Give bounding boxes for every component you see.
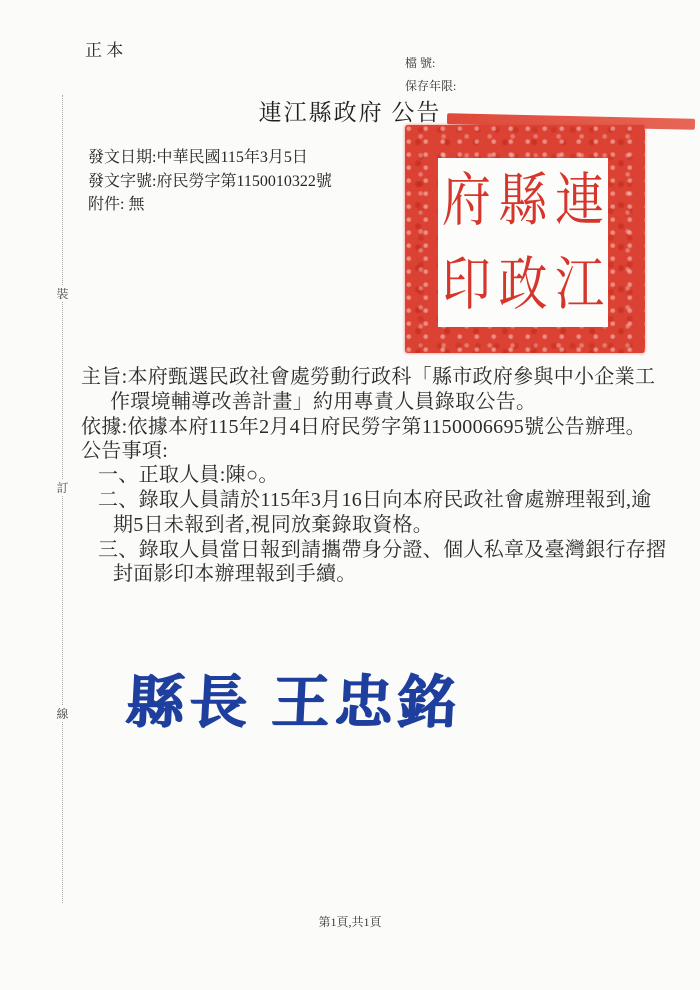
subject-line-2: 作環境輔導改善計畫」約用專責人員錄取公告。 xyxy=(110,391,537,413)
attachment-line: 附件: 無 xyxy=(88,196,145,213)
doc-number-line: 發文字號:府民勞字第1150010322號 xyxy=(88,172,332,190)
seal-char: 江 xyxy=(555,252,605,318)
binding-mark-zhuang: 裝 xyxy=(56,287,69,301)
seal-inner-face xyxy=(438,158,608,327)
seal-char: 縣 xyxy=(498,167,548,233)
subject-line-1: 主旨:本府甄選民政社會處勞動行政科「縣市政府參與中小企業工 xyxy=(81,366,656,388)
item-3-line-1: 三、錄取人員當日報到請攜帶身分證、個人私章及臺灣銀行存摺 xyxy=(98,539,667,561)
retention-period-label: 保存年限: xyxy=(405,79,457,93)
file-number-label: 檔 號: xyxy=(405,56,436,70)
binding-mark-xian: 線 xyxy=(56,707,69,721)
official-seal xyxy=(405,125,645,353)
binding-mark-ding: 訂 xyxy=(56,481,69,495)
seal-char: 府 xyxy=(441,167,491,233)
archive-labels xyxy=(405,52,456,98)
item-1: 一、正取人員:陳○。 xyxy=(98,464,279,486)
announcement-items-heading: 公告事項: xyxy=(81,440,169,462)
seal-char: 印 xyxy=(441,252,491,318)
seal-char: 政 xyxy=(498,252,548,318)
document-meta xyxy=(88,146,332,217)
issue-date-line: 發文日期:中華民國115年3月5日 xyxy=(88,149,308,166)
item-2-line-1: 二、錄取人員請於115年3月16日向本府民政社會處辦理報到,逾 xyxy=(98,489,652,511)
item-3-line-2: 封面影印本辦理報到手續。 xyxy=(113,563,357,585)
item-2-line-2: 期5日未報到者,視同放棄錄取資格。 xyxy=(113,514,434,536)
basis-line: 依據:依據本府115年2月4日府民勞字第1150006695號公告辦理。 xyxy=(81,416,646,438)
magistrate-signature: 縣長 王忠銘 xyxy=(124,670,462,735)
seal-char: 連 xyxy=(555,167,605,233)
copy-label: 正 本 xyxy=(85,41,124,60)
page-footer: 第1頁,共1頁 xyxy=(318,915,382,929)
document-title: 連江縣政府 公告 xyxy=(258,100,442,125)
binding-dotted-line xyxy=(62,95,63,903)
